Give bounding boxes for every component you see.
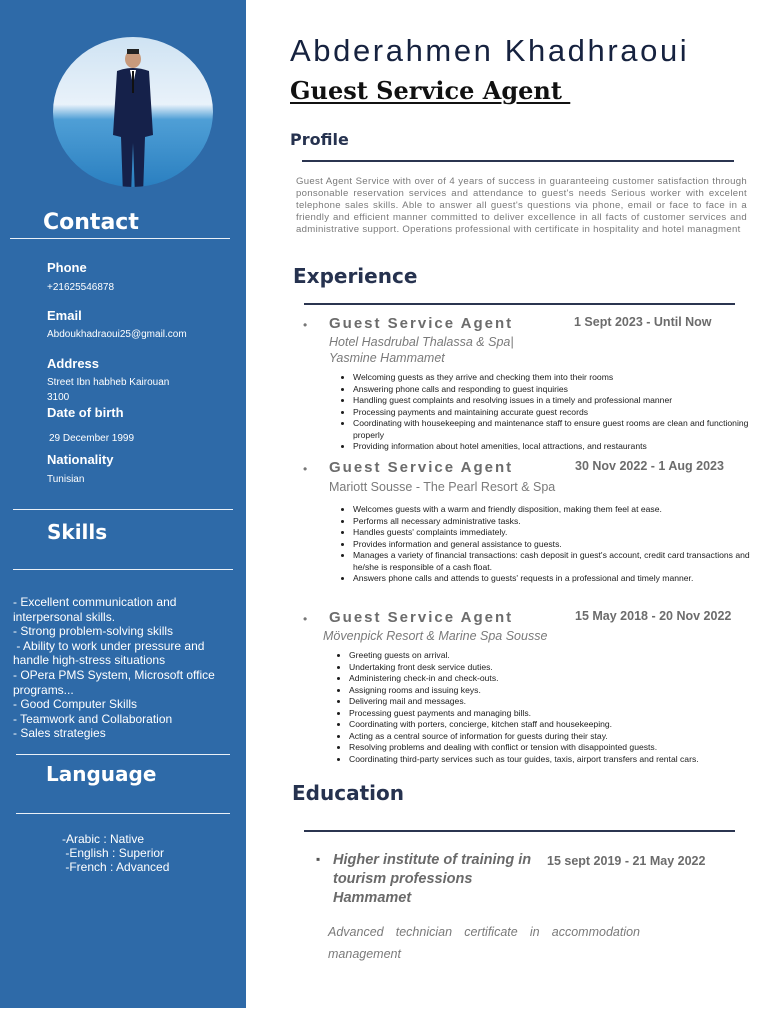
duty-item: • Coordinating with porters, concierge, kitchen staff and housekeeping. xyxy=(349,719,761,731)
address-line2: 3100 xyxy=(47,392,70,403)
duty-item: • Providing information about hotel amenities, local attractions, and restaurants xyxy=(353,441,765,453)
profile-photo xyxy=(53,37,213,187)
duty-item: • Undertaking front desk service duties. xyxy=(349,662,761,674)
job-duties xyxy=(331,372,765,453)
skill-item: - Strong problem-solving skills xyxy=(13,624,174,639)
divider xyxy=(16,813,230,814)
phone-value: +21625546878 xyxy=(47,282,115,293)
skill-item: - Good Computer Skills xyxy=(13,697,138,712)
email-label: Email xyxy=(47,308,82,323)
section-divider xyxy=(304,303,735,305)
duty-item: • Delivering mail and messages. xyxy=(349,696,761,708)
education-dates: 15 sept 2019 - 21 May 2022 xyxy=(547,854,706,868)
address-line1: Street Ibn habheb Kairouan xyxy=(47,377,170,388)
duty-item: • Greeting guests on arrival. xyxy=(349,650,761,662)
job-company: Hotel Hasdrubal Thalassa & Spa| xyxy=(329,335,514,349)
person-figure xyxy=(111,45,155,187)
skill-item: - Excellent communication and interpersonal skills. xyxy=(13,595,180,624)
duty-item: • Handling guest complaints and resolving issues in a timely and professional manner xyxy=(353,395,765,407)
profile-heading: Profile xyxy=(290,130,349,149)
sidebar xyxy=(0,0,246,1008)
education-degree: Advanced technician certificate in accommodation management xyxy=(328,925,640,961)
job-company: Mövenpick Resort & Marine Spa Sousse xyxy=(323,629,548,643)
duty-item: • Answering phone calls and responding to guest inquiries xyxy=(353,384,765,396)
nationality-value: Tunisian xyxy=(47,474,85,485)
job-title: Guest Service Agent xyxy=(329,609,514,626)
divider xyxy=(16,754,230,755)
job-role: Guest Service Agent xyxy=(290,76,571,105)
job-dates: 15 May 2018 - 20 Nov 2022 xyxy=(575,609,732,623)
profile-summary: Guest Agent Service with over of 4 years of success in guaranteeing customer satisfaction through ponsonable reservation services and attendance to guest's needs Serious worker with excelent telephone sales skills. Able to answer all guest's questions via phone, email or face to face in a friendly and efficient manner committed to deliver excellence in all facts of customer services and administrative support. Operations professional with certificate in hospitality and hotel managment xyxy=(296,176,747,235)
job-dates: 30 Nov 2022 - 1 Aug 2023 xyxy=(575,459,724,473)
job-duties xyxy=(331,504,761,585)
duty-item: • Provides information and general assistance to guests. xyxy=(353,539,761,551)
dob-value: 29 December 1999 xyxy=(49,433,135,444)
divider xyxy=(13,569,233,570)
bullet-icon: • xyxy=(303,462,308,476)
education-heading: Education xyxy=(292,781,404,805)
contact-heading: Contact xyxy=(43,210,139,235)
duty-item: • Acting as a central source of information for guests during their stay. xyxy=(349,731,761,743)
divider xyxy=(10,238,230,239)
bullet-icon: ▪ xyxy=(316,852,321,866)
address-label: Address xyxy=(47,356,100,371)
bullet-icon: • xyxy=(303,612,308,626)
duty-item: • Coordinating third-party services such as tour guides, taxis, airport transfers and rental cars. xyxy=(349,754,761,766)
phone-label: Phone xyxy=(47,260,87,275)
duty-item: • Processing guest payments and managing bills. xyxy=(349,708,761,720)
job-title: Guest Service Agent xyxy=(329,459,514,476)
skills-heading: Skills xyxy=(47,520,108,544)
education-school: Higher institute of training in tourism professions Hammamet xyxy=(333,852,532,906)
job-company: Mariott Sousse - The Pearl Resort & Spa xyxy=(329,480,556,494)
divider xyxy=(13,509,233,510)
section-divider xyxy=(304,830,735,832)
skill-item: - Sales strategies xyxy=(13,726,106,741)
section-divider xyxy=(302,160,734,162)
skills-list xyxy=(13,595,238,741)
duty-item: • Welcomes guests with a warm and friendly disposition, making them feel at ease. xyxy=(353,504,761,516)
duty-item: • Administering check-in and check-outs. xyxy=(349,673,761,685)
duty-item: • Handles guests' complaints immediately. xyxy=(353,527,761,539)
language-item: -English : Superior xyxy=(62,846,165,860)
language-item: -Arabic : Native xyxy=(62,832,145,846)
email-value: Abdoukhadraoui25@gmail.com xyxy=(47,329,187,340)
language-heading: Language xyxy=(46,762,157,786)
duty-item: • Performs all necessary administrative tasks. xyxy=(353,516,761,528)
duty-item: • Resolving problems and dealing with conflict or tension with disappointed guests. xyxy=(349,742,761,754)
skill-item: - Ability to work under pressure and handle high-stress situations xyxy=(13,638,208,668)
job-dates: 1 Sept 2023 - Until Now xyxy=(574,315,712,329)
duty-item: • Answers phone calls and attends to guests' requests in a professional and timely manner. xyxy=(353,573,761,585)
duty-item: • Assigning rooms and issuing keys. xyxy=(349,685,761,697)
skill-item: - Teamwork and Collaboration xyxy=(13,711,173,726)
duty-item: • Welcoming guests as they arrive and checking them into their rooms xyxy=(353,372,765,384)
candidate-name: Abderahmen Khadhraoui xyxy=(290,33,690,68)
skill-item: - OPera PMS System, Microsoft office programs... xyxy=(13,667,219,697)
job-title: Guest Service Agent xyxy=(329,315,514,332)
job-duties xyxy=(327,650,761,765)
language-list xyxy=(62,832,169,874)
duty-item: • Coordinating with housekeeping and maintenance staff to ensure guest rooms are clean and functioning properly xyxy=(353,418,765,441)
nationality-label: Nationality xyxy=(47,452,114,467)
language-item: -French : Advanced xyxy=(62,860,170,874)
experience-heading: Experience xyxy=(293,264,418,288)
duty-item: • Processing payments and maintaining accurate guest records xyxy=(353,407,765,419)
duty-item: • Manages a variety of financial transactions: cash deposit in guest's account, credit card transactions and he/she is responsible of a cash float. xyxy=(353,550,761,573)
job-company-location: Yasmine Hammamet xyxy=(329,351,445,365)
bullet-icon: • xyxy=(303,318,308,332)
dob-label: Date of birth xyxy=(47,405,124,420)
